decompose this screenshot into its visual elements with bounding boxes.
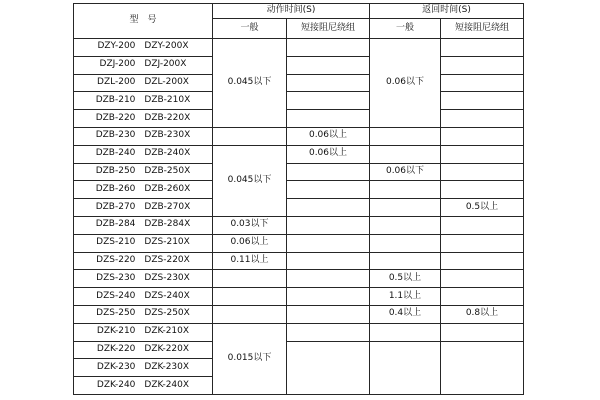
model-label: DZB-260 <box>95 183 136 194</box>
table-row <box>74 288 524 306</box>
act-damping-cell <box>287 56 370 74</box>
model-label: DZB-270 <box>95 201 136 212</box>
model-label: DZB-220X <box>144 112 191 123</box>
model-pair <box>74 256 212 266</box>
model-cell <box>74 359 213 377</box>
table-row <box>74 163 524 181</box>
model-label: DZS-230 <box>96 272 136 283</box>
act-general-cell: 0.03以下 <box>213 216 287 234</box>
ret-general-cell <box>370 145 441 163</box>
ret-general-cell <box>370 199 441 217</box>
model-cell <box>74 56 213 74</box>
header-return-damping: 短接阻尼绕组 <box>441 19 524 39</box>
act-general-cell: 0.045以下 <box>213 145 287 216</box>
ret-general-cell <box>370 341 441 394</box>
ret-damping-cell <box>441 127 524 145</box>
act-damping-cell <box>287 288 370 306</box>
model-cell <box>74 305 213 323</box>
model-label: DZJ-200X <box>144 59 187 70</box>
ret-general-cell: 0.06以下 <box>370 39 441 128</box>
model-cell <box>74 39 213 57</box>
act-damping-cell <box>287 92 370 110</box>
model-label: DZB-210X <box>144 94 191 105</box>
table-row <box>74 216 524 234</box>
model-cell <box>74 252 213 270</box>
table-row <box>74 341 524 359</box>
model-label: DZB-230X <box>144 130 191 141</box>
ret-damping-cell <box>441 270 524 288</box>
model-cell <box>74 234 213 252</box>
model-label: DZS-210X <box>144 237 190 248</box>
act-general-cell: 0.06以上 <box>213 234 287 252</box>
model-label: DZS-210 <box>96 237 136 248</box>
act-damping-cell <box>287 323 370 341</box>
ret-general-cell <box>370 234 441 252</box>
act-damping-cell <box>287 74 370 92</box>
model-label: DZK-210 <box>96 326 136 337</box>
act-general-cell: 0.015以下 <box>213 323 287 394</box>
table-row <box>74 145 524 163</box>
model-label: DZL-200X <box>144 77 189 88</box>
model-pair <box>74 345 212 355</box>
table-row <box>74 270 524 288</box>
ret-damping-cell <box>441 252 524 270</box>
model-pair <box>74 114 212 124</box>
ret-general-cell <box>370 127 441 145</box>
table-row <box>74 74 524 92</box>
act-damping-cell <box>287 163 370 181</box>
act-general-cell <box>213 127 287 145</box>
ret-damping-cell <box>441 181 524 199</box>
model-label: DZS-250 <box>96 308 136 319</box>
model-label: DZK-220 <box>96 344 136 354</box>
model-pair <box>74 78 212 88</box>
model-label: DZB-260X <box>144 183 191 194</box>
model-label: DZY-200 <box>97 41 136 52</box>
table-row <box>74 305 524 323</box>
ret-damping-cell: 0.5以上 <box>441 199 524 217</box>
model-pair <box>74 363 212 373</box>
model-label: DZB-230 <box>95 130 136 141</box>
ret-damping-cell <box>441 288 524 306</box>
model-pair <box>74 149 212 159</box>
act-general-cell: 0.11以上 <box>213 252 287 270</box>
model-pair <box>74 203 212 213</box>
ret-damping-cell <box>441 39 524 57</box>
act-damping-cell <box>287 270 370 288</box>
table-header <box>74 4 524 39</box>
act-general-cell <box>213 305 287 323</box>
model-pair <box>74 42 212 52</box>
ret-general-cell: 0.5以上 <box>370 270 441 288</box>
header-return-general: 一般 <box>370 19 441 39</box>
ret-damping-cell <box>441 56 524 74</box>
model-label: DZK-230 <box>96 361 136 372</box>
table-row <box>74 252 524 270</box>
model-pair <box>74 309 212 319</box>
model-label: DZS-220X <box>144 255 190 266</box>
ret-damping-cell <box>441 92 524 110</box>
model-pair <box>74 185 212 195</box>
model-pair <box>74 327 212 337</box>
model-cell <box>74 127 213 145</box>
model-label: DZB-250X <box>144 166 191 177</box>
ret-general-cell: 0.06以下 <box>370 163 441 181</box>
table-row <box>74 110 524 128</box>
model-cell <box>74 377 213 395</box>
act-damping-cell <box>287 341 370 394</box>
model-cell <box>74 199 213 217</box>
ret-damping-cell: 0.8以上 <box>441 305 524 323</box>
ret-general-cell <box>370 323 441 341</box>
header-action-general: 一般 <box>213 19 287 39</box>
model-label: DZB-220 <box>95 112 136 123</box>
act-damping-cell: 0.06以上 <box>287 127 370 145</box>
model-label: DZB-210 <box>95 94 136 105</box>
model-label: DZL-200 <box>97 77 136 88</box>
table-row <box>74 92 524 110</box>
model-pair <box>74 238 212 248</box>
header-action-damping: 短接阻尼绕组 <box>287 19 370 39</box>
act-damping-cell <box>287 216 370 234</box>
model-label: DZK-240 <box>96 379 136 390</box>
act-damping-cell <box>287 252 370 270</box>
ret-general-cell <box>370 181 441 199</box>
header-row-groups <box>74 4 524 19</box>
header-return-time: 返回时间(S) <box>370 4 524 19</box>
model-cell <box>74 163 213 181</box>
ret-damping-cell <box>441 341 524 394</box>
ret-general-cell: 1.1以上 <box>370 288 441 306</box>
act-general-cell: 0.045以下 <box>213 39 287 128</box>
model-label: DZJ-200 <box>99 59 136 70</box>
ret-damping-cell <box>441 216 524 234</box>
model-pair <box>74 167 212 177</box>
ret-damping-cell <box>441 74 524 92</box>
table-row <box>74 56 524 74</box>
table-row <box>74 234 524 252</box>
header-model: 型 号 <box>74 4 213 39</box>
act-damping-cell: 0.06以上 <box>287 145 370 163</box>
model-cell <box>74 288 213 306</box>
model-label: DZS-220 <box>96 255 136 266</box>
model-label: DZS-250X <box>144 308 190 319</box>
act-damping-cell <box>287 199 370 217</box>
act-general-cell <box>213 288 287 306</box>
table-row <box>74 181 524 199</box>
model-label: DZB-240 <box>95 148 136 159</box>
model-label: DZK-210X <box>144 326 190 337</box>
model-label: DZB-250 <box>95 166 136 177</box>
ret-damping-cell <box>441 110 524 128</box>
spec-table <box>73 3 524 395</box>
model-cell <box>74 181 213 199</box>
model-pair <box>74 60 212 70</box>
act-damping-cell <box>287 39 370 57</box>
ret-damping-cell <box>441 163 524 181</box>
model-label: DZS-230X <box>144 272 190 283</box>
model-cell <box>74 323 213 341</box>
model-pair <box>74 292 212 302</box>
model-label: DZK-230X <box>144 361 190 372</box>
header-action-time: 动作时间(S) <box>213 4 370 19</box>
model-label: DZB-284X <box>144 219 191 230</box>
model-label: DZB-284 <box>95 219 136 230</box>
act-general-cell <box>213 270 287 288</box>
act-damping-cell <box>287 181 370 199</box>
model-label: DZS-240X <box>144 290 190 301</box>
act-damping-cell <box>287 110 370 128</box>
model-cell <box>74 341 213 359</box>
model-label: DZB-270X <box>144 201 191 212</box>
model-cell <box>74 92 213 110</box>
model-pair <box>74 131 212 141</box>
table-row <box>74 323 524 341</box>
ret-general-cell <box>370 216 441 234</box>
ret-damping-cell <box>441 323 524 341</box>
model-cell <box>74 74 213 92</box>
table-body <box>74 39 524 395</box>
act-damping-cell <box>287 305 370 323</box>
table-row <box>74 127 524 145</box>
ret-general-cell <box>370 252 441 270</box>
act-damping-cell <box>287 234 370 252</box>
model-label: DZB-240X <box>144 148 191 159</box>
ret-damping-cell <box>441 145 524 163</box>
model-pair <box>74 220 212 230</box>
model-pair <box>74 96 212 106</box>
model-label: DZK-220X <box>144 344 190 354</box>
model-label: DZK-240X <box>144 379 190 390</box>
table-row <box>74 199 524 217</box>
ret-damping-cell <box>441 234 524 252</box>
model-cell <box>74 216 213 234</box>
model-cell <box>74 270 213 288</box>
table-row <box>74 39 524 57</box>
ret-general-cell: 0.4以上 <box>370 305 441 323</box>
model-label: DZY-200X <box>144 41 189 52</box>
model-pair <box>74 274 212 284</box>
model-cell <box>74 110 213 128</box>
model-pair <box>74 381 212 391</box>
model-cell <box>74 145 213 163</box>
model-label: DZS-240 <box>96 290 136 301</box>
